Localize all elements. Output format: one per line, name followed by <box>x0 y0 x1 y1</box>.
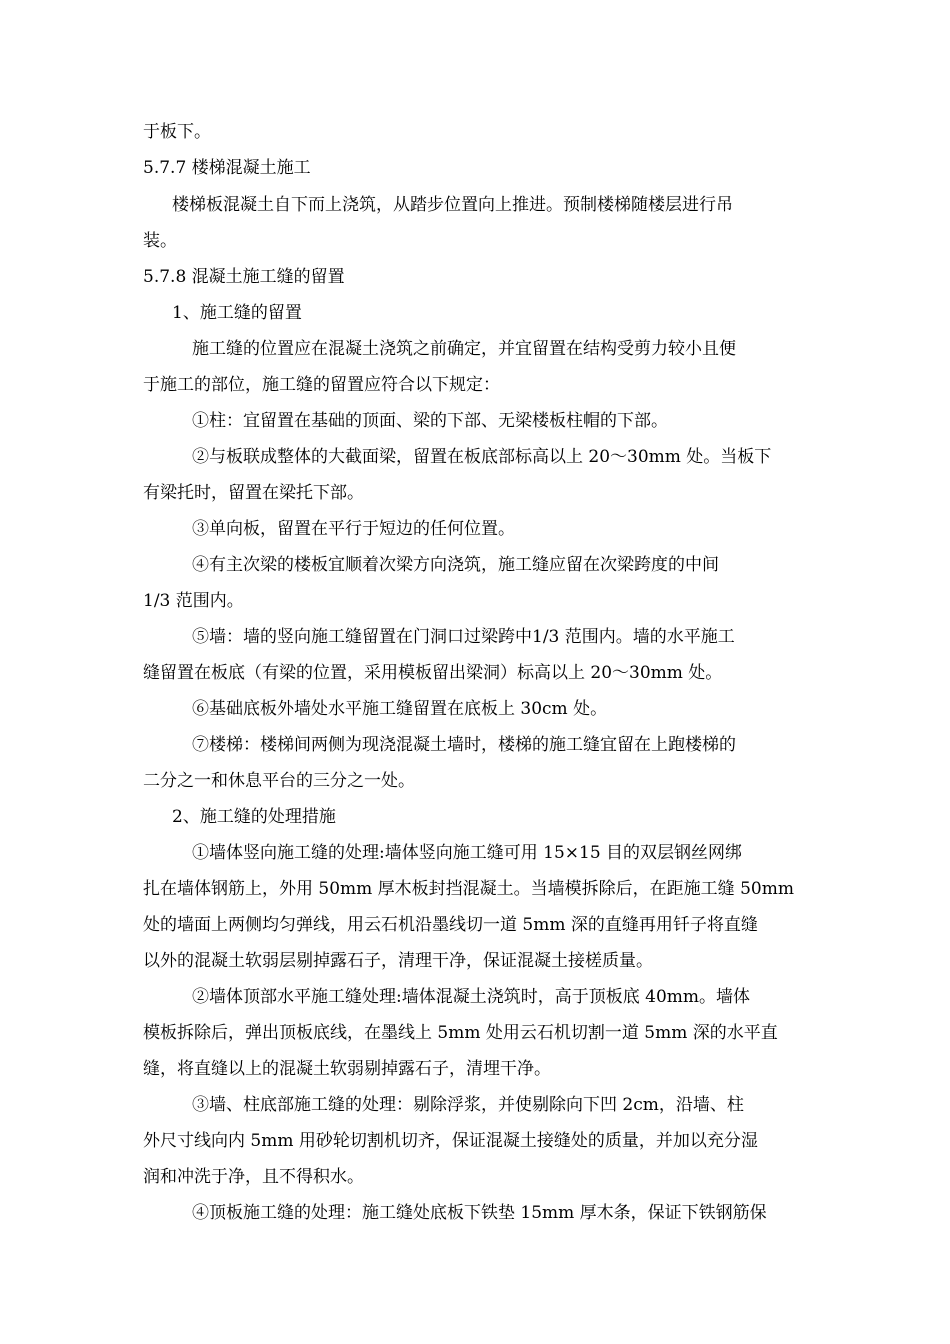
text-line: 于板下。 <box>143 122 211 142</box>
text-line: ①柱：宜留置在基础的顶面、梁的下部、无梁楼板柱帽的下部。 <box>192 411 668 431</box>
text-line: 缝留置在板底（有梁的位置，采用模板留出梁洞）标高以上 20～30mm 处。 <box>143 663 723 683</box>
text-line: 楼梯板混凝土自下而上浇筑，从踏步位置向上推进。预制楼梯随楼层进行吊 <box>172 195 733 215</box>
text-line: ②墙体顶部水平施工缝处理:墙体混凝土浇筑时，高于顶板底 40mm。墙体 <box>192 987 751 1007</box>
text-line: 以外的混凝土软弱层剔掉露石子，清理干净，保证混凝土接槎质量。 <box>143 951 653 971</box>
text-line: 施工缝的位置应在混凝土浇筑之前确定，并宜留置在结构受剪力较小且便 <box>192 339 736 359</box>
text-line: 润和冲洗于净，且不得积水。 <box>143 1167 364 1187</box>
text-line: 模板拆除后，弹出顶板底线，在墨线上 5mm 处用云石机切割一道 5mm 深的水平直 <box>143 1023 778 1043</box>
text-line: ⑥基础底板外墙处水平施工缝留置在底板上 30cm 处。 <box>192 699 608 719</box>
text-line: 缝，将直缝以上的混凝土软弱剔掉露石子，清埋干净。 <box>143 1059 551 1079</box>
text-line: ①墙体竖向施工缝的处理:墙体竖向施工缝可用 15×15 目的双层钢丝网绑 <box>192 843 743 863</box>
text-line: 装。 <box>143 231 177 251</box>
text-line: ⑦楼梯：楼梯间两侧为现浇混凝土墙时，楼梯的施工缝宜留在上跑楼梯的 <box>192 735 736 755</box>
text-line: ②与板联成整体的大截面梁，留置在板底部标高以上 20～30mm 处。当板下 <box>192 447 772 467</box>
text-line: ④有主次梁的楼板宜顺着次梁方向浇筑，施工缝应留在次梁跨度的中间 <box>192 555 719 575</box>
text-line: ③单向板，留置在平行于短边的任何位置。 <box>192 519 515 539</box>
subheading-2: 2、施工缝的处理措施 <box>172 807 336 827</box>
text-line: ③墙、柱底部施工缝的处理：剔除浮浆，并使剔除向下凹 2cm，沿墙、柱 <box>192 1095 744 1115</box>
subheading-1: 1、施工缝的留置 <box>172 303 302 323</box>
section-heading-5-7-8: 5.7.8 混凝土施工缝的留置 <box>143 267 345 287</box>
text-line: ⑤墙：墙的竖向施工缝留置在门洞口过梁跨中1/3 范围内。墙的水平施工 <box>192 627 735 647</box>
text-line: 有梁托时，留置在梁托下部。 <box>143 483 364 503</box>
text-line: 二分之一和休息平台的三分之一处。 <box>143 771 415 791</box>
text-line: 扎在墙体钢筋上，外用 50mm 厚木板封挡混凝土。当墙模拆除后，在距施工缝 50mm <box>143 879 794 899</box>
text-line: 处的墙面上两侧均匀弹线，用云石机沿墨线切一道 5mm 深的直缝再用钎子将直缝 <box>143 915 758 935</box>
section-heading-5-7-7: 5.7.7 楼梯混凝土施工 <box>143 158 311 178</box>
text-line: 外尺寸线向内 5mm 用砂轮切割机切齐，保证混凝土接缝处的质量，并加以充分湿 <box>143 1131 758 1151</box>
text-line: ④顶板施工缝的处理：施工缝处底板下铁垫 15mm 厚木条，保证下铁钢筋保 <box>192 1203 767 1223</box>
text-line: 1/3 范围内。 <box>143 591 244 611</box>
text-line: 于施工的部位，施工缝的留置应符合以下规定： <box>143 375 500 395</box>
